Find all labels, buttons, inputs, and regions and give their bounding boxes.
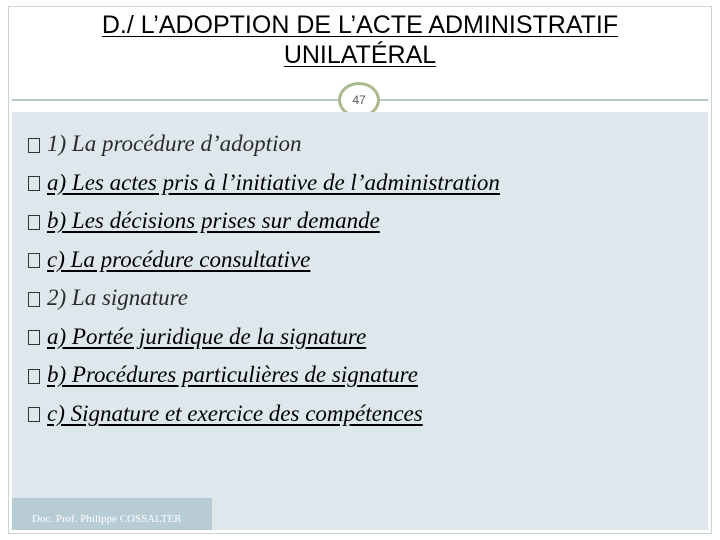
missing-glyph-box-icon bbox=[28, 138, 40, 153]
bullet-text: 2) La signature bbox=[47, 285, 188, 311]
list-item bbox=[28, 125, 500, 164]
list-item bbox=[28, 279, 500, 318]
slide-number: 47 bbox=[352, 93, 366, 107]
missing-glyph-box-icon bbox=[28, 253, 40, 268]
list-item bbox=[28, 356, 500, 395]
bullet-text: a) Les actes pris à l’initiative de l’administration bbox=[47, 169, 500, 195]
list-item bbox=[28, 318, 500, 357]
list-item bbox=[28, 202, 500, 241]
missing-glyph-box-icon bbox=[28, 407, 40, 422]
list-item bbox=[28, 395, 500, 434]
missing-glyph-box-icon bbox=[28, 369, 40, 384]
bullet-text: b) Les décisions prises sur demande bbox=[47, 208, 380, 234]
missing-glyph-box-icon bbox=[28, 215, 40, 230]
bullet-text: c) Signature et exercice des compétences bbox=[47, 400, 423, 426]
footer-box bbox=[12, 498, 212, 530]
title-line-2: UNILATÉRAL bbox=[283, 41, 437, 69]
missing-glyph-box-icon bbox=[28, 176, 40, 191]
bullet-text: c) La procédure consultative bbox=[47, 246, 311, 272]
list-item bbox=[28, 241, 500, 280]
slide-title bbox=[0, 10, 720, 70]
missing-glyph-box-icon bbox=[28, 292, 40, 307]
title-line-1: D./ L’ADOPTION DE L’ACTE ADMINISTRATIF bbox=[101, 11, 619, 39]
bullet-text: 1) La procédure d’adoption bbox=[47, 131, 302, 157]
missing-glyph-box-icon bbox=[28, 330, 40, 345]
bullet-list bbox=[28, 125, 500, 433]
bullet-text: a) Portée juridique de la signature bbox=[47, 323, 367, 349]
list-item bbox=[28, 164, 500, 203]
footer-author: Doc. Prof. Philippe COSSALTER bbox=[32, 513, 182, 525]
bullet-text: b) Procédures particulières de signature bbox=[47, 362, 418, 388]
